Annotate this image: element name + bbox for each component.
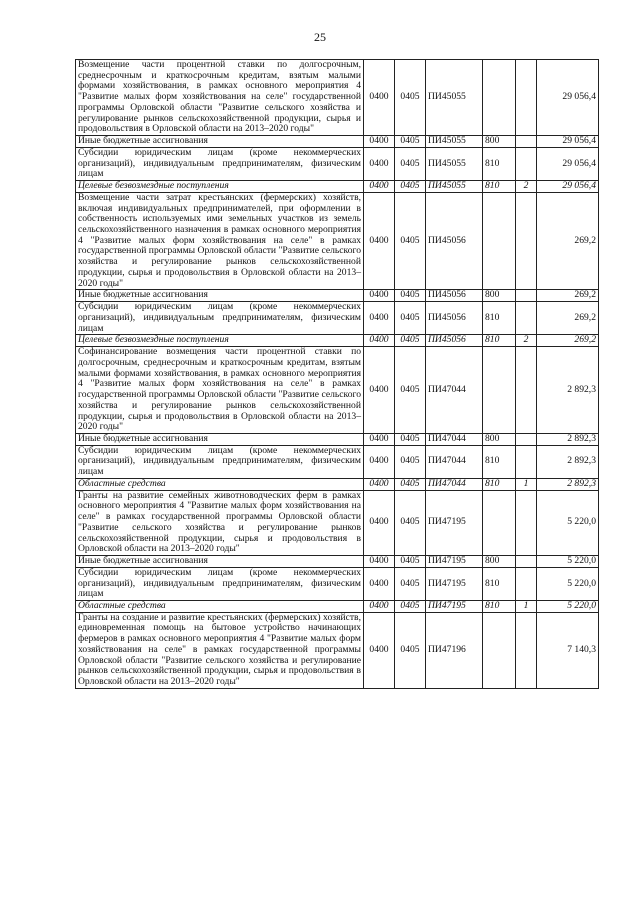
target-article-code: ПИ47195 — [426, 567, 483, 600]
section-code: 0400 — [364, 60, 395, 136]
section-code: 0400 — [364, 433, 395, 445]
row-description: Субсидии юридическим лицам (кроме некоммерческих организаций), индивидуальным предпринимателям, физическим лицам — [76, 567, 364, 600]
budget-table-body — [76, 60, 599, 689]
expense-type-code: 810 — [483, 600, 516, 612]
table-row-source — [76, 600, 599, 612]
expense-type-code — [483, 60, 516, 136]
amount: 2 892,3 — [537, 478, 599, 490]
expense-type-code: 810 — [483, 445, 516, 478]
table-row-source — [76, 478, 599, 490]
section-code: 0400 — [364, 192, 395, 290]
budget-table — [75, 59, 599, 689]
amount: 5 220,0 — [537, 567, 599, 600]
amount: 2 892,3 — [537, 445, 599, 478]
section-code: 0400 — [364, 556, 395, 568]
target-article-code: ПИ47195 — [426, 600, 483, 612]
source-code — [516, 490, 537, 555]
section-code: 0400 — [364, 612, 395, 688]
target-article-code: ПИ45056 — [426, 302, 483, 335]
target-article-code: ПИ45055 — [426, 60, 483, 136]
expense-type-code — [483, 347, 516, 434]
target-article-code: ПИ47044 — [426, 445, 483, 478]
subsection-code: 0405 — [395, 290, 426, 302]
target-article-code: ПИ47044 — [426, 478, 483, 490]
source-code — [516, 347, 537, 434]
subsection-code: 0405 — [395, 136, 426, 148]
amount: 7 140,3 — [537, 612, 599, 688]
source-code — [516, 60, 537, 136]
page-number: 25 — [314, 30, 326, 44]
subsection-code: 0405 — [395, 612, 426, 688]
expense-type-code — [483, 192, 516, 290]
row-description: Областные средства — [76, 478, 364, 490]
expense-type-code — [483, 490, 516, 555]
subsection-code: 0405 — [395, 567, 426, 600]
amount: 2 892,3 — [537, 433, 599, 445]
section-code: 0400 — [364, 136, 395, 148]
source-code: 1 — [516, 478, 537, 490]
amount: 5 220,0 — [537, 600, 599, 612]
row-description: Софинансирование возмещения части процентной ставки по долгосрочным, среднесрочным и краткосрочным кредитам, взятым малыми формами хозяйствования, в рамках основного мероприятия 4 "Развитие малых форм хозяйствования на селе" в рамках государственной программы Орловской области "Развитие сельского хозяйства и регулирование рынков сельскохозяйственной продукции, сырья и продовольствия в Орловской области на 2013–2020 годы" — [76, 347, 364, 434]
amount: 5 220,0 — [537, 490, 599, 555]
target-article-code: ПИ47195 — [426, 490, 483, 555]
subsection-code: 0405 — [395, 181, 426, 193]
source-code: 2 — [516, 335, 537, 347]
row-description: Иные бюджетные ассигнования — [76, 433, 364, 445]
row-description: Субсидии юридическим лицам (кроме некоммерческих организаций), индивидуальным предпринимателям, физическим лицам — [76, 147, 364, 180]
row-description: Иные бюджетные ассигнования — [76, 290, 364, 302]
amount: 5 220,0 — [537, 556, 599, 568]
target-article-code: ПИ47044 — [426, 347, 483, 434]
amount: 269,2 — [537, 290, 599, 302]
table-row — [76, 302, 599, 335]
subsection-code: 0405 — [395, 335, 426, 347]
source-code — [516, 290, 537, 302]
amount: 2 892,3 — [537, 347, 599, 434]
table-row — [76, 136, 599, 148]
section-code: 0400 — [364, 445, 395, 478]
subsection-code: 0405 — [395, 147, 426, 180]
section-code: 0400 — [364, 600, 395, 612]
source-code: 1 — [516, 600, 537, 612]
table-row-main — [76, 347, 599, 434]
target-article-code: ПИ47044 — [426, 433, 483, 445]
expense-type-code: 810 — [483, 147, 516, 180]
target-article-code: ПИ45056 — [426, 192, 483, 290]
source-code — [516, 567, 537, 600]
amount: 269,2 — [537, 192, 599, 290]
section-code: 0400 — [364, 478, 395, 490]
target-article-code: ПИ45056 — [426, 335, 483, 347]
amount: 29 056,4 — [537, 136, 599, 148]
row-description: Целевые безвозмездные поступления — [76, 181, 364, 193]
table-row-main — [76, 490, 599, 555]
amount: 29 056,4 — [537, 60, 599, 136]
subsection-code: 0405 — [395, 600, 426, 612]
expense-type-code: 800 — [483, 290, 516, 302]
expense-type-code: 810 — [483, 302, 516, 335]
subsection-code: 0405 — [395, 302, 426, 335]
row-description: Субсидии юридическим лицам (кроме некоммерческих организаций), индивидуальным предпринимателям, физическим лицам — [76, 445, 364, 478]
target-article-code: ПИ45055 — [426, 181, 483, 193]
table-row-main — [76, 192, 599, 290]
section-code: 0400 — [364, 147, 395, 180]
table-row — [76, 290, 599, 302]
row-description: Иные бюджетные ассигнования — [76, 556, 364, 568]
subsection-code: 0405 — [395, 445, 426, 478]
source-code — [516, 136, 537, 148]
amount: 29 056,4 — [537, 181, 599, 193]
row-description: Иные бюджетные ассигнования — [76, 136, 364, 148]
target-article-code: ПИ45055 — [426, 136, 483, 148]
source-code — [516, 147, 537, 180]
row-description: Возмещение части затрат крестьянских (фермерских) хозяйств, включая индивидуальных предпринимателей, при оформлении в собственность используемых ими земельных участков из земель сельскохозяйственного назначения в рамках основного мероприятия 4 "Развитие малых форм хозяйствования на селе" в рамках государственной программы Орловской области "Развитие сельского хозяйства и регулирование рынков сельскохозяйственной продукции, сырья и продовольствия в Орловской области на 2013–2020 годы" — [76, 192, 364, 290]
row-description: Областные средства — [76, 600, 364, 612]
source-code — [516, 302, 537, 335]
expense-type-code: 800 — [483, 556, 516, 568]
target-article-code: ПИ47196 — [426, 612, 483, 688]
row-description: Целевые безвозмездные поступления — [76, 335, 364, 347]
amount: 269,2 — [537, 335, 599, 347]
expense-type-code: 810 — [483, 478, 516, 490]
table-row — [76, 147, 599, 180]
table-row-source — [76, 335, 599, 347]
section-code: 0400 — [364, 347, 395, 434]
source-code — [516, 192, 537, 290]
subsection-code: 0405 — [395, 556, 426, 568]
section-code: 0400 — [364, 290, 395, 302]
table-row-main — [76, 612, 599, 688]
expense-type-code: 800 — [483, 433, 516, 445]
source-code — [516, 556, 537, 568]
table-row-source — [76, 181, 599, 193]
section-code: 0400 — [364, 567, 395, 600]
section-code: 0400 — [364, 335, 395, 347]
subsection-code: 0405 — [395, 490, 426, 555]
section-code: 0400 — [364, 490, 395, 555]
amount: 29 056,4 — [537, 147, 599, 180]
table-row — [76, 445, 599, 478]
expense-type-code — [483, 612, 516, 688]
section-code: 0400 — [364, 181, 395, 193]
row-description: Гранты на развитие семейных животноводческих ферм в рамках основного мероприятия 4 "Развитие малых форм хозяйствования на селе" в рамках государственной программы Орловской области "Развитие сельского хозяйства и регулирование рынков сельскохозяйственной продукции, сырья и продовольствия в Орловской области на 2013–2020 годы" — [76, 490, 364, 555]
table-row — [76, 556, 599, 568]
source-code — [516, 612, 537, 688]
subsection-code: 0405 — [395, 433, 426, 445]
expense-type-code: 800 — [483, 136, 516, 148]
target-article-code: ПИ47195 — [426, 556, 483, 568]
source-code — [516, 433, 537, 445]
amount: 269,2 — [537, 302, 599, 335]
row-description: Субсидии юридическим лицам (кроме некоммерческих организаций), индивидуальным предпринимателям, физическим лицам — [76, 302, 364, 335]
subsection-code: 0405 — [395, 347, 426, 434]
expense-type-code: 810 — [483, 181, 516, 193]
row-description: Гранты на создание и развитие крестьянских (фермерских) хозяйств, единовременная помощь на бытовое устройство начинающих фермеров в рамках основного мероприятия 4 "Развитие малых форм хозяйствования на селе" в рамках государственной программы Орловской области "Развитие сельского хозяйства и регулирование рынков сельскохозяйственной продукции, сырья и продовольствия в Орловской области на 2013–2020 годы" — [76, 612, 364, 688]
row-description: Возмещение части процентной ставки по долгосрочным, среднесрочным и краткосрочным кредитам, взятым малыми формами хозяйствования, в рамках основного мероприятия 4 "Развитие малых форм хозяйствования на селе" государственной программы Орловской области "Развитие сельского хозяйства и регулирование рынков сельскохозяйственной продукции, сырья и продовольствия в Орловской области на 2013–2020 годы" — [76, 60, 364, 136]
expense-type-code: 810 — [483, 335, 516, 347]
subsection-code: 0405 — [395, 192, 426, 290]
section-code: 0400 — [364, 302, 395, 335]
target-article-code: ПИ45056 — [426, 290, 483, 302]
table-row-main — [76, 60, 599, 136]
subsection-code: 0405 — [395, 60, 426, 136]
source-code — [516, 445, 537, 478]
table-row — [76, 567, 599, 600]
subsection-code: 0405 — [395, 478, 426, 490]
source-code: 2 — [516, 181, 537, 193]
table-row — [76, 433, 599, 445]
expense-type-code: 810 — [483, 567, 516, 600]
target-article-code: ПИ45055 — [426, 147, 483, 180]
